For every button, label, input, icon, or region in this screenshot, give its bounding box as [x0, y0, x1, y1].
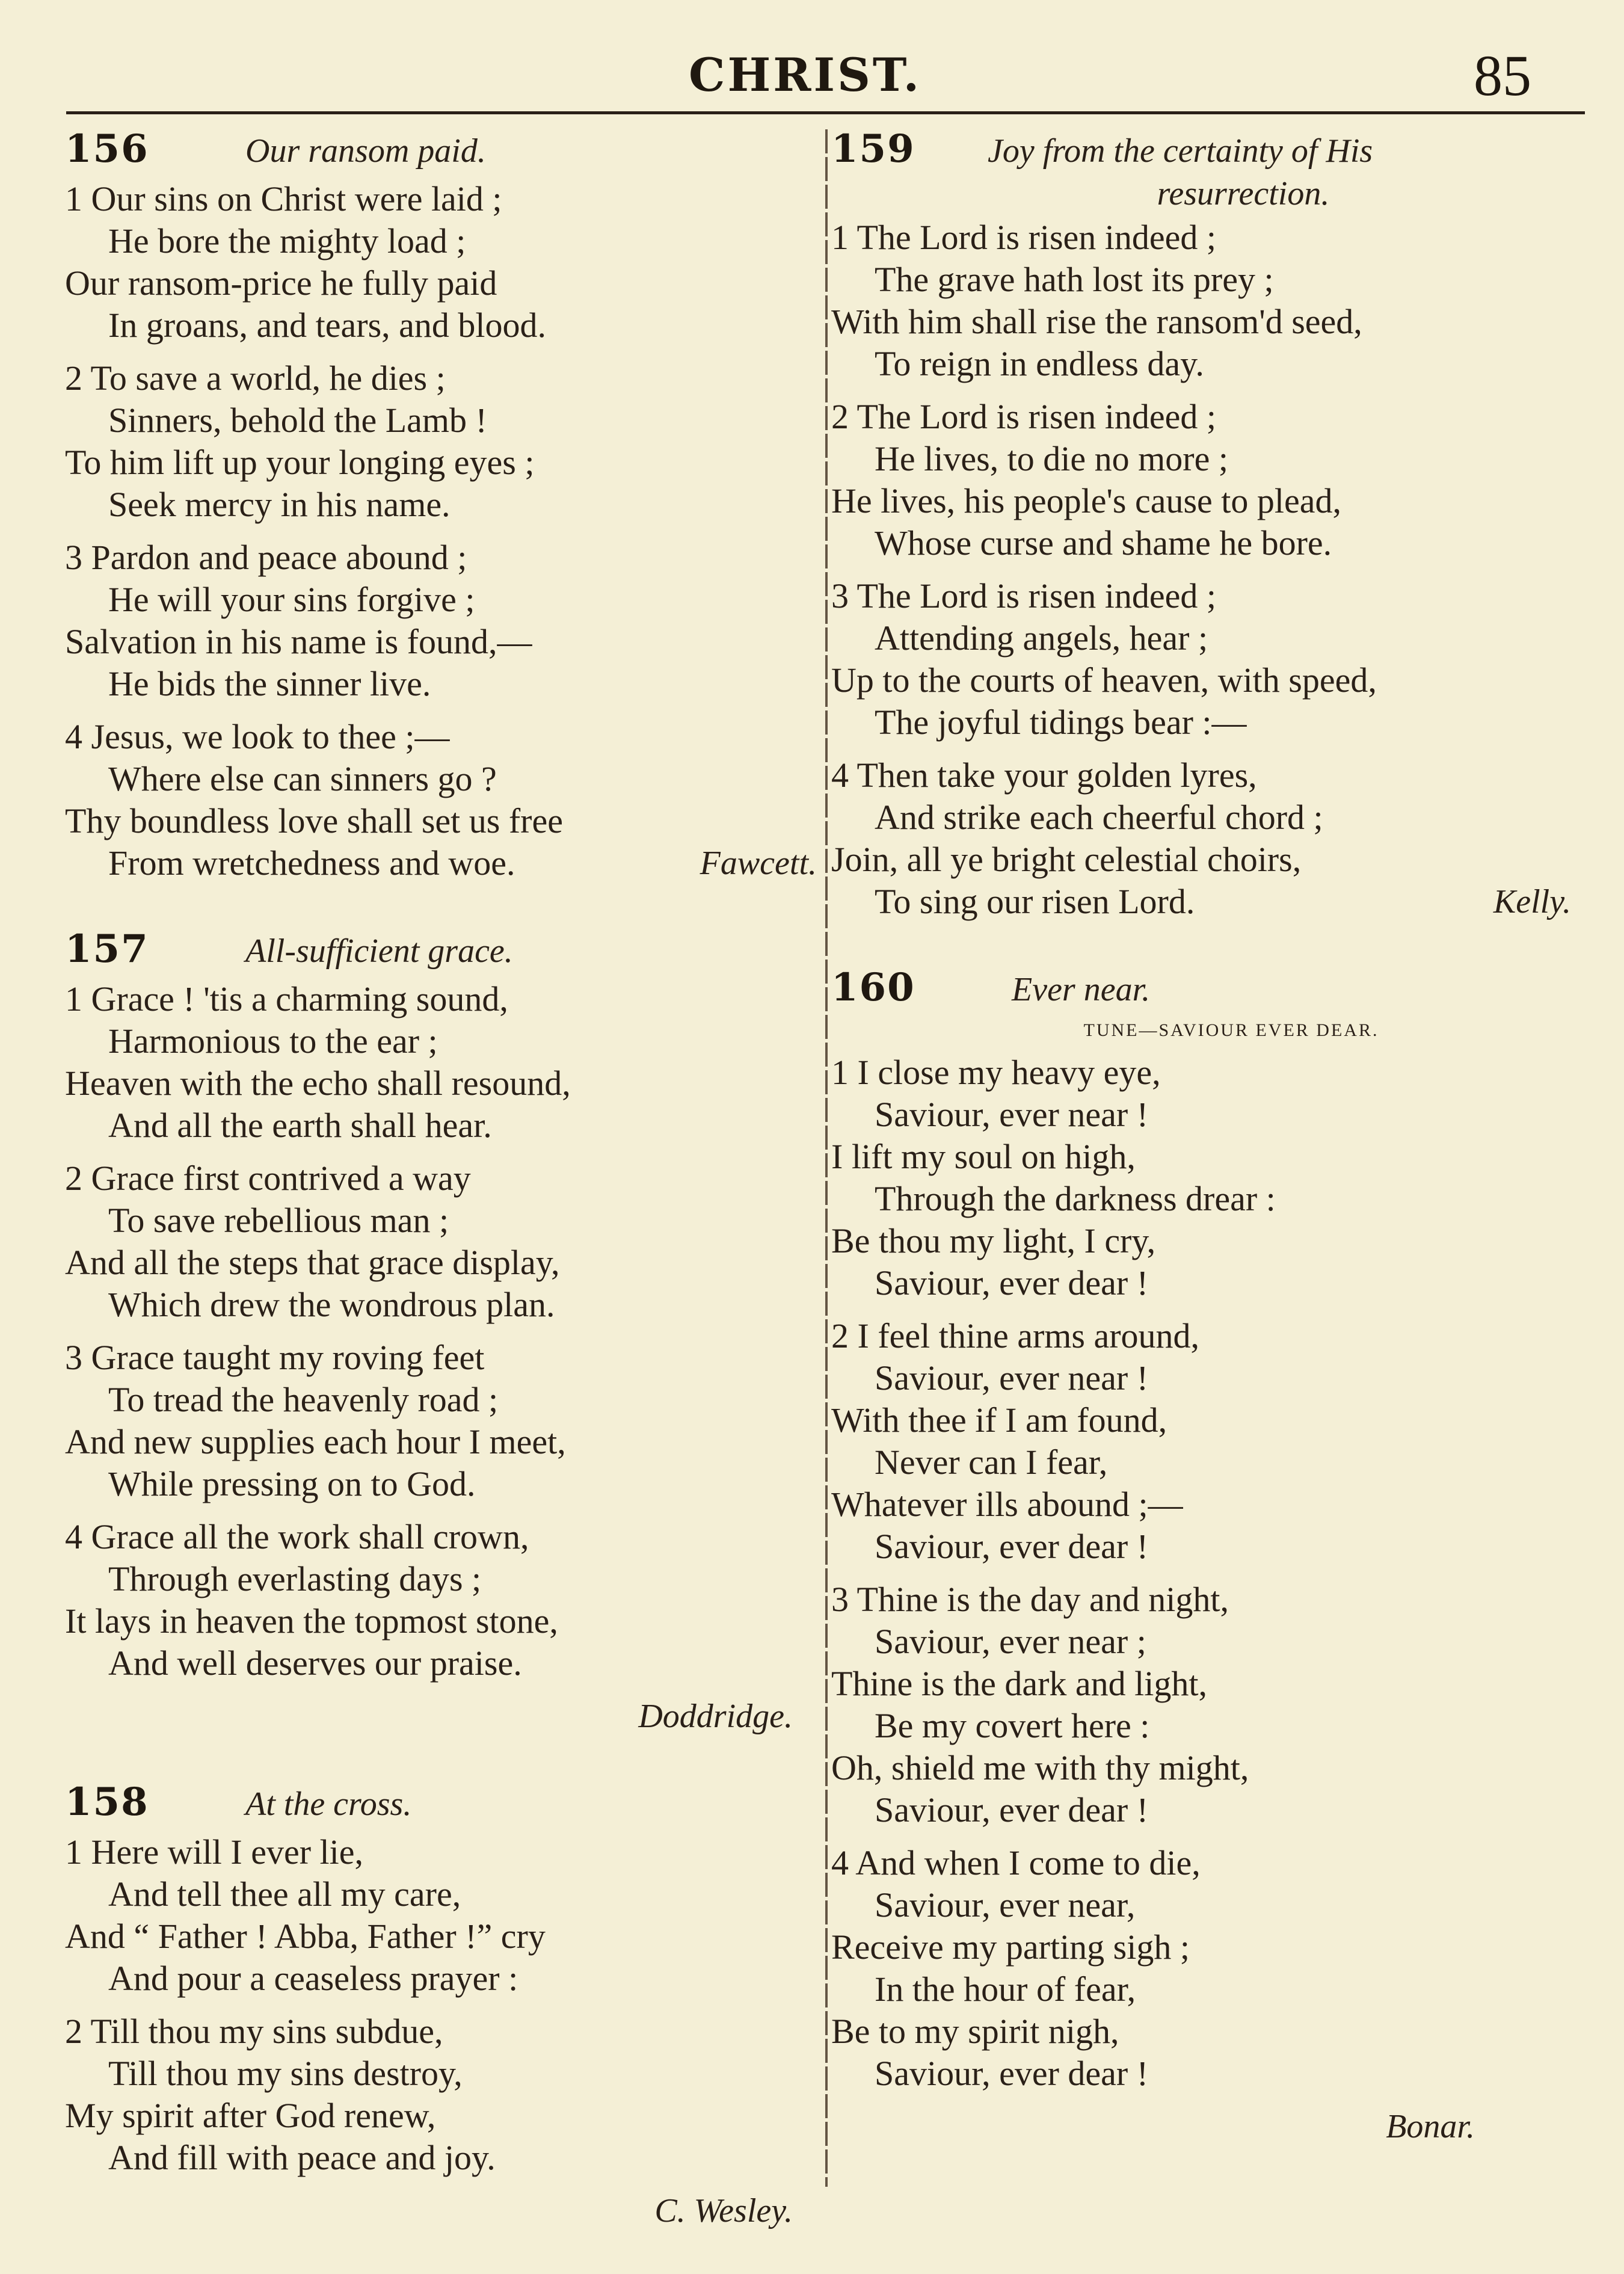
verse-line: Through the darkness drear : — [875, 1179, 1276, 1218]
verse-line: In the hour of fear, — [875, 1970, 1136, 2009]
verse-line: I lift my soul on high, — [831, 1137, 1136, 1176]
verse-line: Our ransom-price he fully paid — [65, 263, 497, 303]
verse-line: Where else can sinners go ? — [108, 759, 497, 798]
stanza — [831, 1579, 1583, 1831]
verse-line: Saviour, ever dear ! — [875, 1790, 1149, 1829]
verse-line: He bore the mighty load ; — [108, 221, 466, 260]
verse-line: 1 Our sins on Christ were laid ; — [65, 179, 502, 218]
verse-line: My spirit after God renew, — [65, 2096, 436, 2135]
verse-line: Seek mercy in his name. — [108, 485, 451, 524]
verse-line: And all the earth shall hear. — [108, 1106, 492, 1145]
verse-line: And tell thee all my care, — [108, 1875, 461, 1914]
stanza — [65, 537, 817, 705]
verse-line: To tread the heavenly road ; — [108, 1380, 499, 1419]
hymn-number: 159 — [831, 126, 915, 171]
verse-line: 2 Till thou my sins subdue, — [65, 2012, 443, 2051]
verse-line: Never can I fear, — [875, 1443, 1108, 1482]
hymn-heading — [65, 1779, 817, 1831]
hymn-author: Doddridge. — [638, 1698, 793, 1735]
verse-line: To him lift up your longing eyes ; — [65, 443, 535, 482]
verse-line: Through everlasting days ; — [108, 1559, 482, 1598]
verse-line: Receive my parting sigh ; — [831, 1927, 1190, 1967]
verse-line: 1 Grace ! 'tis a charming sound, — [65, 979, 508, 1018]
hymn-topic: At the cross. — [245, 1786, 412, 1823]
verse-line: Oh, shield me with thy might, — [831, 1748, 1249, 1787]
hymn-author: Fawcett. — [700, 845, 817, 882]
hymn-160 — [831, 965, 1583, 2148]
section-title: CHRIST. — [689, 48, 922, 102]
hymn-number: 156 — [65, 126, 149, 171]
stanza — [831, 575, 1583, 744]
verse-line: To reign in endless day. — [875, 344, 1204, 383]
running-head — [0, 42, 1624, 114]
stanza — [831, 217, 1583, 385]
stanza — [65, 357, 817, 526]
hymn-author: Bonar. — [1386, 2108, 1475, 2145]
verse-line: And “ Father ! Abba, Father !” cry — [65, 1917, 546, 1956]
verse-line: And pour a ceaseless prayer : — [108, 1959, 518, 1998]
hymn-heading — [65, 126, 817, 178]
stanza — [65, 716, 817, 884]
verse-line: 3 Pardon and peace abound ; — [65, 538, 467, 577]
hymn-number: 157 — [65, 926, 149, 972]
verse-line: 1 Here will I ever lie, — [65, 1832, 364, 1872]
verse-line: Heaven with the echo shall resound, — [65, 1064, 571, 1103]
tune-note: TUNE—SAVIOUR EVER DEAR. — [1083, 1020, 1379, 1040]
verse-line: With thee if I am found, — [831, 1400, 1167, 1440]
verse-line: Thy boundless love shall set us free — [65, 801, 563, 840]
verse-line: Whatever ills abound ;— — [831, 1485, 1183, 1524]
verse-line — [831, 881, 1583, 923]
header-rule — [66, 111, 1585, 114]
verse-line: Saviour, ever near ! — [875, 1095, 1149, 1134]
hymn-157 — [65, 926, 817, 1737]
verse-line: He bids the sinner live. — [108, 664, 431, 703]
verse-line: 1 I close my heavy eye, — [831, 1053, 1161, 1092]
column-divider — [825, 129, 828, 2187]
verse-line: Be thou my light, I cry, — [831, 1221, 1156, 1260]
verse-line: Till thou my sins destroy, — [108, 2054, 463, 2093]
verse-line: Be my covert here : — [875, 1706, 1150, 1745]
verse-line: In groans, and tears, and blood. — [108, 306, 547, 345]
verse-line: 1 The Lord is risen indeed ; — [831, 218, 1217, 257]
verse-line: Salvation in his name is found,— — [65, 622, 532, 661]
verse-line: 2 I feel thine arms around, — [831, 1316, 1200, 1355]
verse-line — [65, 842, 817, 884]
page-number: 85 — [1474, 43, 1531, 108]
verse-line: 3 Grace taught my roving feet — [65, 1338, 485, 1377]
hymn-number: 160 — [831, 965, 915, 1010]
verse-line-text: To sing our risen Lord. — [875, 882, 1195, 921]
verse-line: 2 To save a world, he dies ; — [65, 359, 446, 398]
verse-line: Join, all ye bright celestial choirs, — [831, 840, 1302, 879]
hymn-heading — [65, 926, 817, 978]
hymn-topic: Joy from the certainty of His — [988, 132, 1373, 170]
verse-line: Up to the courts of heaven, with speed, — [831, 661, 1377, 700]
verse-line: And fill with peace and joy. — [108, 2138, 496, 2177]
verse-line: 4 Then take your golden lyres, — [831, 756, 1257, 795]
stanza — [65, 178, 817, 347]
hymn-number: 158 — [65, 1779, 149, 1825]
verse-line: 4 Jesus, we look to thee ;— — [65, 717, 450, 756]
verse-line: Thine is the dark and light, — [831, 1664, 1207, 1703]
verse-line: The joyful tidings bear :— — [875, 703, 1247, 742]
verse-line: Which drew the wondrous plan. — [108, 1285, 555, 1324]
verse-line-text: From wretchedness and woe. — [108, 843, 515, 883]
stanza — [65, 1516, 817, 1684]
verse-line: Saviour, ever near, — [875, 1885, 1136, 1924]
hymn-156 — [65, 126, 817, 884]
verse-line: With him shall rise the ransom'd seed, — [831, 302, 1362, 341]
verse-line: Attending angels, hear ; — [875, 618, 1208, 658]
hymn-topic-continued: resurrection. — [1157, 175, 1330, 212]
verse-line: Saviour, ever dear ! — [875, 2054, 1149, 2093]
verse-line: Saviour, ever near ; — [875, 1622, 1146, 1661]
hymn-author: C. Wesley. — [654, 2192, 793, 2229]
verse-line: Whose curse and shame he bore. — [875, 523, 1332, 562]
verse-line: He lives, to die no more ; — [875, 439, 1228, 478]
stanza — [65, 1337, 817, 1505]
stanza — [831, 1842, 1583, 2095]
stanza — [831, 396, 1583, 564]
verse-line: 3 Thine is the day and night, — [831, 1580, 1229, 1619]
verse-line: 2 Grace first contrived a way — [65, 1159, 471, 1198]
hymn-topic: Ever near. — [1012, 971, 1151, 1008]
verse-line: And new supplies each hour I meet, — [65, 1422, 566, 1461]
verse-line: To save rebellious man ; — [108, 1201, 449, 1240]
stanza — [831, 1315, 1583, 1568]
verse-line: 4 Grace all the work shall crown, — [65, 1517, 529, 1556]
stanza — [831, 1052, 1583, 1304]
left-column — [65, 126, 817, 2274]
verse-line: While pressing on to God. — [108, 1464, 476, 1503]
verse-line: 3 The Lord is risen indeed ; — [831, 576, 1217, 615]
verse-line: And all the steps that grace display, — [65, 1243, 560, 1282]
stanza — [65, 1157, 817, 1326]
stanza — [831, 754, 1583, 923]
hymn-heading — [831, 965, 1583, 1017]
verse-line: Sinners, behold the Lamb ! — [108, 401, 487, 440]
right-column — [831, 126, 1583, 2190]
verse-line: Harmonious to the ear ; — [108, 1021, 438, 1061]
verse-line: He will your sins forgive ; — [108, 580, 475, 619]
verse-line: Saviour, ever near ! — [875, 1358, 1149, 1397]
verse-line: Saviour, ever dear ! — [875, 1263, 1149, 1302]
hymn-158 — [65, 1779, 817, 2232]
verse-line: The grave hath lost its prey ; — [875, 260, 1274, 299]
verse-line: Saviour, ever dear ! — [875, 1527, 1149, 1566]
hymn-heading — [831, 126, 1583, 178]
verse-line: Be to my spirit nigh, — [831, 2012, 1119, 2051]
verse-line: It lays in heaven the topmost stone, — [65, 1601, 558, 1641]
hymn-159 — [831, 126, 1583, 923]
verse-line: And strike each cheerful chord ; — [875, 798, 1323, 837]
hymn-topic: All-sufficient grace. — [245, 932, 513, 970]
hymn-topic: Our ransom paid. — [245, 132, 486, 170]
hymn-author: Kelly. — [1493, 883, 1571, 920]
verse-line: He lives, his people's cause to plead, — [831, 481, 1341, 520]
verse-line: 2 The Lord is risen indeed ; — [831, 397, 1217, 436]
stanza — [65, 2011, 817, 2179]
stanza — [65, 978, 817, 1147]
stanza — [65, 1831, 817, 2000]
verse-line: And well deserves our praise. — [108, 1644, 522, 1683]
verse-line: 4 And when I come to die, — [831, 1843, 1201, 1882]
